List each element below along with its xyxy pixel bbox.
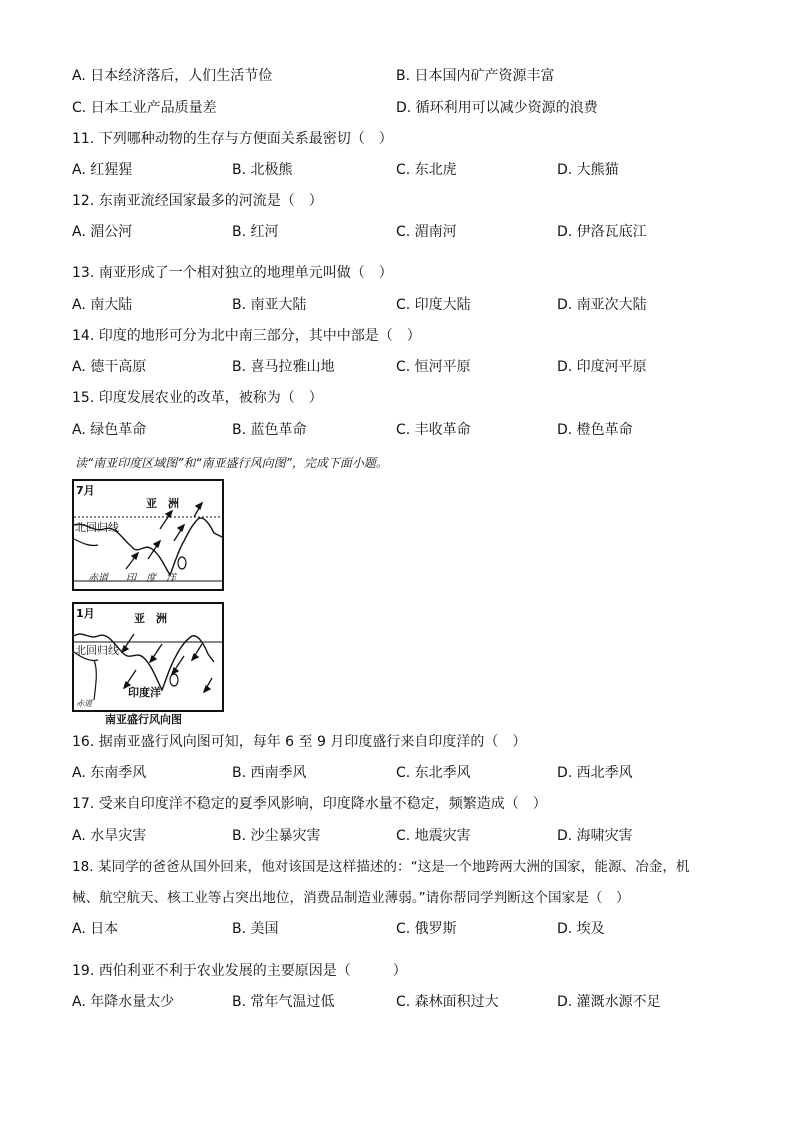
q14-option-c: C. 恒河平原 (396, 359, 471, 375)
question-15-stem: 15. 印度发展农业的改革，被称为（ ） (72, 390, 323, 406)
q18-option-d: D. 埃及 (557, 921, 605, 937)
q19-option-a: A. 年降水量太少 (72, 994, 175, 1010)
map-instruction: 读“南亚印度区域图”和“南亚盛行风向图”，完成下面小题。 (75, 456, 388, 470)
q15-option-b: B. 蓝色革命 (232, 422, 307, 438)
q13-option-a: A. 南大陆 (72, 297, 133, 313)
q14-option-d: D. 印度河平原 (557, 359, 647, 375)
q18-option-c: C. 俄罗斯 (396, 921, 457, 937)
q10-option-a: A. 日本经济落后，人们生活节俭 (72, 68, 273, 84)
question-19-stem: 19. 西伯利亚不利于农业发展的主要原因是（ ） (72, 963, 407, 979)
july-wind-map (72, 479, 224, 591)
question-17-stem: 17. 受来自印度洋不稳定的夏季风影响，印度降水量不稳定，频繁造成（ ） (72, 796, 547, 812)
january-continent-label: 亚 洲 (134, 612, 167, 625)
january-ocean-label: 印度洋 (128, 686, 161, 699)
january-tropic-label: 北回归线 (75, 644, 119, 657)
q14-option-a: A. 德干高原 (72, 359, 147, 375)
q11-option-a: A. 红猩猩 (72, 162, 133, 178)
q16-option-b: B. 西南季风 (232, 765, 307, 781)
question-16-stem: 16. 据南亚盛行风向图可知，每年 6 至 9 月印度盛行来自印度洋的（ ） (72, 734, 527, 750)
july-ocean-label: 印 度 洋 (126, 573, 176, 584)
map-title: 南亚盛行风向图 (105, 713, 182, 726)
q19-option-d: D. 灌溉水源不足 (557, 994, 661, 1010)
q12-option-c: C. 湄南河 (396, 224, 457, 240)
q19-option-b: B. 常年气温过低 (232, 994, 335, 1010)
q10-option-d: D. 循环利用可以减少资源的浪费 (396, 100, 598, 116)
q15-option-a: A. 绿色革命 (72, 422, 147, 438)
q16-option-a: A. 东南季风 (72, 765, 147, 781)
q16-option-d: D. 西北季风 (557, 765, 633, 781)
q10-option-c: C. 日本工业产品质量差 (72, 100, 217, 116)
january-corner-label: 赤道 (76, 699, 92, 708)
january-wind-map (72, 602, 224, 712)
q10-option-b: B. 日本国内矿产资源丰富 (396, 68, 555, 84)
january-month-label: 1月 (76, 607, 95, 620)
q17-option-c: C. 地震灾害 (396, 828, 471, 844)
q11-option-d: D. 大熊猫 (557, 162, 619, 178)
q16-option-c: C. 东北季风 (396, 765, 471, 781)
q11-option-b: B. 北极熊 (232, 162, 293, 178)
july-equator-label: 赤道 (88, 573, 108, 584)
q18-option-b: B. 美国 (232, 921, 279, 937)
question-18-stem-line2: 械、航空航天、核工业等占突出地位，消费品制造业薄弱。”请你帮同学判断这个国家是（ ） (72, 890, 630, 906)
q12-option-b: B. 红河 (232, 224, 279, 240)
question-12-stem: 12. 东南亚流经国家最多的河流是（ ） (72, 193, 323, 209)
q17-option-a: A. 水旱灾害 (72, 828, 147, 844)
q17-option-d: D. 海啸灾害 (557, 828, 633, 844)
question-11-stem: 11. 下列哪种动物的生存与方便面关系最密切（ ） (72, 131, 393, 147)
july-tropic-label: 北回归线 (75, 521, 119, 534)
question-18-stem-line1: 18. 某同学的爸爸从国外回来，他对该国是这样描述的：“这是一个地跨两大洲的国家，能源、冶金，机 (72, 859, 690, 875)
question-13-stem: 13. 南亚形成了一个相对独立的地理单元叫做（ ） (72, 265, 393, 281)
july-continent-label: 亚 洲 (146, 497, 179, 510)
question-14-stem: 14. 印度的地形可分为北中南三部分，其中中部是（ ） (72, 328, 421, 344)
q13-option-d: D. 南亚次大陆 (557, 297, 647, 313)
q15-option-d: D. 橙色革命 (557, 422, 633, 438)
q19-option-c: C. 森林面积过大 (396, 994, 499, 1010)
q15-option-c: C. 丰收革命 (396, 422, 471, 438)
q13-option-c: C. 印度大陆 (396, 297, 471, 313)
q11-option-c: C. 东北虎 (396, 162, 457, 178)
q18-option-a: A. 日本 (72, 921, 119, 937)
q14-option-b: B. 喜马拉雅山地 (232, 359, 335, 375)
q12-option-a: A. 湄公河 (72, 224, 133, 240)
q12-option-d: D. 伊洛瓦底江 (557, 224, 647, 240)
q17-option-b: B. 沙尘暴灾害 (232, 828, 321, 844)
q13-option-b: B. 南亚大陆 (232, 297, 307, 313)
july-month-label: 7月 (76, 484, 95, 497)
